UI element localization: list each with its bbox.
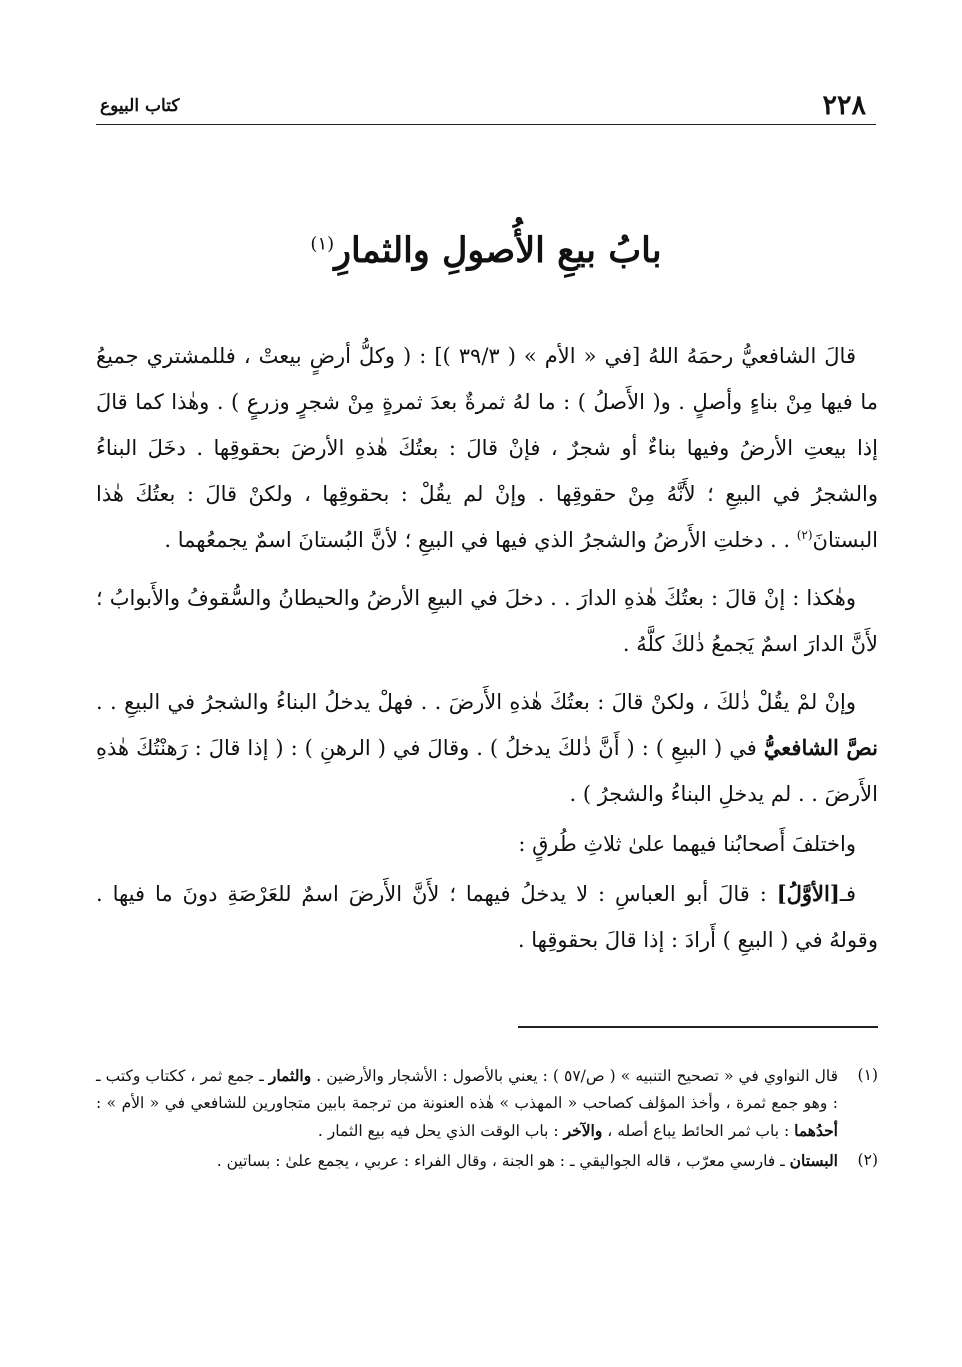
footnote-2-number: (٢) <box>857 1151 878 1169</box>
paragraph-5 <box>96 871 878 963</box>
footnote-1-text-c: : باب ثمر الحائط يباع أصله ، <box>607 1122 790 1140</box>
running-header <box>96 88 876 125</box>
paragraph-5-text: : قالَ أبو العباسِ : لا يدخلُ فيهما ؛ لأَنَّ الأَرضَ اسمٌ للعَرْصَةِ دونَ ما فيها . وقولهُ في ( البيعِ ) أَرادَ : إذا قالَ بحقوقِها . <box>96 882 878 952</box>
footnote-1-text-a: قال النواوي في « تصحيح التنبيه » ( ص/٥٧ ) : يعني بالأصول : الأشجار والأرضين . <box>316 1067 838 1085</box>
footnote-1-text-b: ـ جمع ثمر ، ككتاب وكتب ـ : وهو جمع ثمرة ، وأخذ المؤلف كصاحب « المهذب » هٰذه العنونة من ترجمة بابين متجاورين للشافعي في « الأم » : <box>96 1067 838 1112</box>
paragraph-3-bold: نصَّ الشافعيُّ <box>763 735 879 760</box>
paragraph-4 <box>96 821 878 867</box>
paragraph-4-text: واختلفَ أَصحابُنا فيهما علىٰ ثلاثِ طُرقٍ : <box>518 832 856 856</box>
paragraph-2-text: وهٰكذا : إنْ قالَ : بعتُكَ هٰذهِ الدارَ . . دخلَ في البيعِ الأرضُ والحيطانُ والسُّقوفُ والأَبوابُ ؛ لأَنَّ الدارَ اسمٌ يَجمعُ ذٰلكَ كلَّهُ . <box>96 586 878 656</box>
footnote-1 <box>96 1062 878 1145</box>
paragraph-3 <box>96 679 878 817</box>
footnote-1-bold-a: والثمار <box>268 1066 312 1085</box>
paragraph-1 <box>96 333 878 563</box>
paragraph-1-text-a: قالَ الشافعيُّ رحمَهُ اللهُ [في « الأم » ( ٣٩/٣ )] : ( وكلُّ أرضٍ بيعتْ ، فللمشتري جميعُ ما فيها مِنْ بناءٍ وأصلٍ . و( الأَصلُ ) : ما لهُ ثمرةٌ بعدَ ثمرةٍ مِنْ شجرٍ وزرعٍ ) . وهٰذا كما قالَ إذا بيعتِ الأرضُ وفيها بناءٌ أو شجرٌ ، فإنْ قالَ : بعتُكَ هٰذهِ الأرضَ بحقوقِها . دخَلَ البناءُ والشجرُ في البيعِ ؛ لأَنَّهُ مِنْ حقوقِها . وإنْ لم يقُلْ : بحقوقِها ، ولكنْ قالَ : بعتُكَ هٰذا البستانَ <box>96 344 878 552</box>
main-text <box>96 333 878 975</box>
footnote-1-bold-c: والآخر <box>563 1121 603 1140</box>
footnote-divider <box>518 1026 878 1028</box>
footnote-2-bold-a: البستان <box>789 1151 838 1170</box>
paragraph-5-prefix: فـ <box>839 882 856 906</box>
paragraph-2 <box>96 575 878 667</box>
paragraph-5-bold: [الأوَّلُ] <box>776 881 840 906</box>
footnote-2 <box>96 1147 878 1175</box>
footnote-1-number: (١) <box>857 1066 878 1084</box>
footnote-2-text <box>96 1147 838 1175</box>
footnote-1-bold-b: أحدُهما <box>794 1121 838 1140</box>
footnote-1-text <box>96 1062 838 1145</box>
footnote-1-text-d: : باب الوقت الذي يحل فيه بيع الثمار . <box>317 1122 559 1140</box>
chapter-title <box>96 230 876 271</box>
book-title: كتاب البيوع <box>100 96 180 116</box>
chapter-footnote-ref: (١) <box>310 233 335 255</box>
footnote-2-text-a: ـ فارسي معرّب ، قاله الجواليقي ـ : هو الجنة ، وقال الفراء : عربي ، يجمع علىٰ : بساتين . <box>216 1152 785 1170</box>
footnotes <box>96 1062 878 1177</box>
paragraph-1-text-b: . . دخلتِ الأَرضُ والشجرُ الذي فيها في البيعِ ؛ لأنَّ البُستانَ اسمٌ يجمعُهما . <box>164 528 791 552</box>
chapter-title-text: بابُ بيعِ الأُصولِ والثمارِ <box>334 230 662 271</box>
paragraph-3-text-a: وإنْ لمْ يقُلْ ذٰلكَ ، ولكنْ قالَ : بعتُكَ هٰذهِ الأَرضَ . . فهلْ يدخلُ البناءُ والشجرُ في البيعِ . . <box>96 690 856 714</box>
paragraph-3-text-b: في ( البيعِ ) : ( أَنَّ ذٰلكَ يدخلُ ) . وقالَ في ( الرهنِ ) : ( إذا قالَ : رَهنْتُكَ هٰذهِ الأَرضَ . . لم يدخلِ البناءُ والشجرُ ) . <box>96 736 878 806</box>
page-number: ٢٢٨ <box>822 90 866 121</box>
footnote-ref-2: (٢) <box>796 528 813 542</box>
